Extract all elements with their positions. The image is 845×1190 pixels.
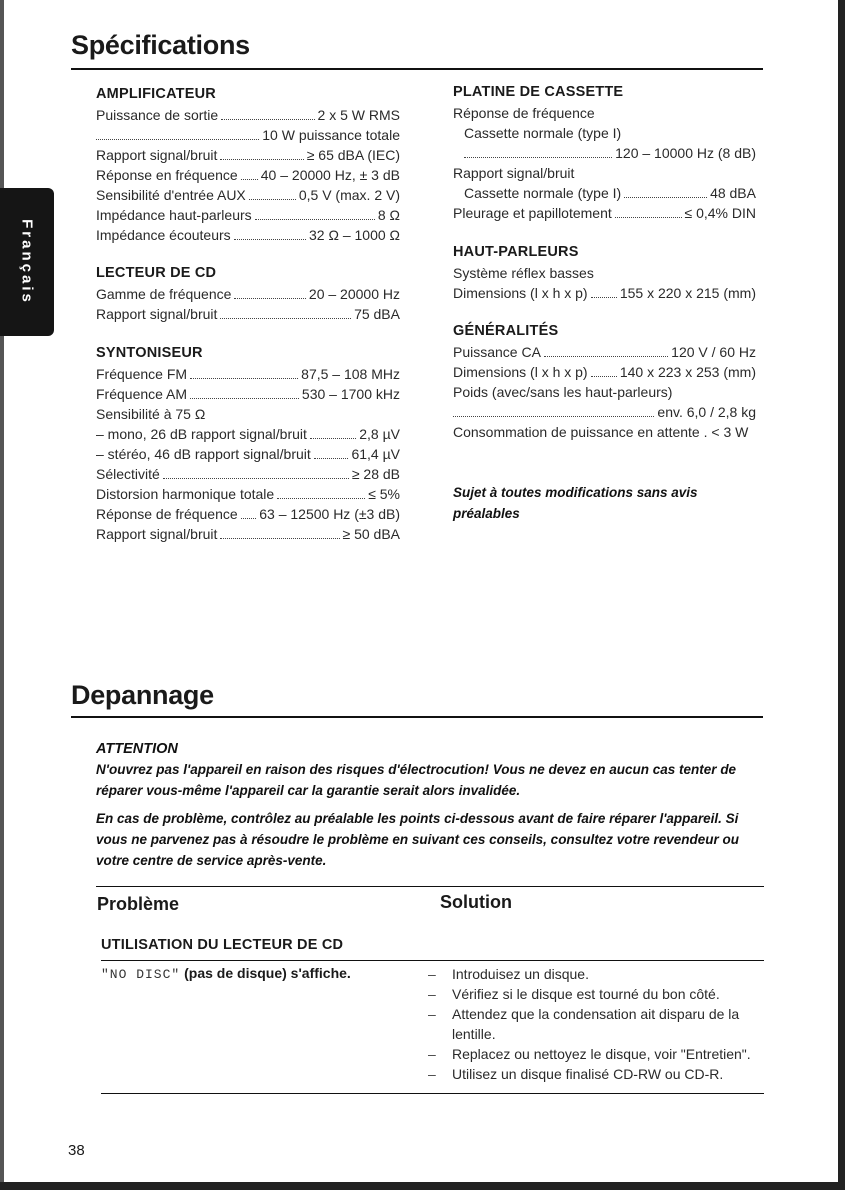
tuner-row-snr: Rapport signal/bruit ≥ 50 dBA bbox=[96, 526, 400, 542]
tuner-row-thd: Distorsion harmonique totale ≤ 5% bbox=[96, 486, 400, 502]
tuner-row-mono: – mono, 26 dB rapport signal/bruit 2,8 µV bbox=[96, 426, 400, 442]
language-tab-label: Français bbox=[18, 219, 36, 305]
general-row-power: Puissance CA 120 V / 60 Hz bbox=[453, 344, 756, 360]
cassette-row-type: Cassette normale (type I) bbox=[464, 125, 622, 141]
tuner-row-sensitivity: Sensibilité à 75 Ω bbox=[96, 406, 206, 422]
cassette-row-range: 120 – 10000 Hz (8 dB) bbox=[464, 143, 756, 163]
cassette-row-snr-label: Rapport signal/bruit bbox=[453, 165, 575, 181]
subsection-rule bbox=[101, 960, 764, 961]
specs-title: Spécifications bbox=[71, 30, 250, 60]
scan-edge-left bbox=[0, 0, 4, 1190]
speakers-row-system: Système réflex basses bbox=[453, 265, 594, 281]
scan-edge-bottom bbox=[0, 1182, 845, 1190]
general-row-weight-label: Poids (avec/sans les haut-parleurs) bbox=[453, 384, 673, 400]
tuner-row-fm: Fréquence FM 87,5 – 108 MHz bbox=[96, 366, 400, 382]
cassette-row-snr: Cassette normale (type I) 48 dBA bbox=[464, 185, 756, 201]
scan-edge-right bbox=[838, 0, 845, 1190]
advice-text: En cas de problème, contrôlez au préalable les points ci-dessous avant de faire réparer l'appareil. Si vous ne parvenez pas à résoudre le problème en suivant ces conseils, consultez votre revendeur ou votre centre de service après-vente. bbox=[96, 811, 739, 868]
solution-item: Attendez que la condensation ait disparu de la lentille. bbox=[452, 1006, 740, 1042]
trouble-title-rule bbox=[71, 716, 763, 718]
solution-bullet: – bbox=[428, 1006, 436, 1022]
solution-bullet: – bbox=[428, 1066, 436, 1082]
tuner-row-response: Réponse de fréquence 63 – 12500 Hz (±3 dB) bbox=[96, 506, 400, 522]
attention-heading: ATTENTION bbox=[96, 741, 178, 757]
trouble-title: Depannage bbox=[71, 680, 214, 710]
table-bottom-rule bbox=[101, 1093, 764, 1094]
attention-text: N'ouvrez pas l'appareil en raison des risques d'électrocution! Vous ne devez en aucun cas tenter de réparer vous-même l'appareil car la garantie serait alors invalidée. bbox=[96, 762, 737, 798]
lcd-display-text: "NO DISC" bbox=[101, 967, 181, 982]
language-tab bbox=[0, 188, 54, 336]
amp-row-aux: Sensibilité d'entrée AUX 0,5 V (max. 2 V) bbox=[96, 187, 400, 203]
specs-notice: Sujet à toutes modifications sans avis préalables bbox=[453, 485, 698, 521]
solution-bullet: – bbox=[428, 966, 436, 982]
speakers-row-dimensions: Dimensions (l x h x p) 155 x 220 x 215 (mm) bbox=[453, 285, 756, 301]
tuner-heading: SYNTONISEUR bbox=[96, 345, 203, 361]
amp-row-snr: Rapport signal/bruit ≥ 65 dBA (IEC) bbox=[96, 147, 400, 163]
problem-no-disc bbox=[101, 965, 351, 982]
page-number: 38 bbox=[68, 1142, 85, 1159]
specs-title-rule bbox=[71, 68, 763, 70]
general-heading: GÉNÉRALITÉS bbox=[453, 323, 559, 339]
solution-bullet: – bbox=[428, 986, 436, 1002]
problem-text: (pas de disque) s'affiche. bbox=[184, 965, 351, 981]
general-row-standby: Consommation de puissance en attente . < 3 W bbox=[453, 424, 749, 440]
general-row-dimensions: Dimensions (l x h x p) 140 x 223 x 253 (mm) bbox=[453, 364, 756, 380]
solution-item: Vérifiez si le disque est tourné du bon côté. bbox=[452, 986, 720, 1002]
cassette-heading: PLATINE DE CASSETTE bbox=[453, 84, 624, 100]
solution-item: Utilisez un disque finalisé CD-RW ou CD-R. bbox=[452, 1066, 724, 1082]
amp-heading: AMPLIFICATEUR bbox=[96, 86, 216, 102]
column-problem-heading: Problème bbox=[97, 894, 180, 914]
amp-row-output: Puissance de sortie 2 x 5 W RMS bbox=[96, 107, 400, 123]
amp-row-headphones: Impédance écouteurs 32 Ω – 1000 Ω bbox=[96, 227, 400, 243]
cassette-row-wow: Pleurage et papillotement ≤ 0,4% DIN bbox=[453, 205, 756, 221]
solution-item: Replacez ou nettoyez le disque, voir "Entretien". bbox=[452, 1046, 751, 1062]
table-top-rule bbox=[96, 886, 764, 887]
cd-heading: LECTEUR DE CD bbox=[96, 265, 217, 281]
solution-bullet: – bbox=[428, 1046, 436, 1062]
amp-row-freq: Réponse en fréquence 40 – 20000 Hz, ± 3 dB bbox=[96, 167, 400, 183]
cassette-row-response: Réponse de fréquence bbox=[453, 105, 595, 121]
speakers-heading: HAUT-PARLEURS bbox=[453, 244, 579, 260]
cd-row-freq: Gamme de fréquence 20 – 20000 Hz bbox=[96, 286, 400, 302]
column-solution-heading: Solution bbox=[440, 892, 512, 912]
cd-usage-subheading: UTILISATION DU LECTEUR DE CD bbox=[101, 937, 344, 953]
general-row-weight: env. 6,0 / 2,8 kg bbox=[453, 402, 756, 422]
cd-row-snr: Rapport signal/bruit 75 dBA bbox=[96, 306, 400, 322]
amp-row-total: 10 W puissance totale bbox=[96, 125, 400, 145]
amp-row-speakers: Impédance haut-parleurs 8 Ω bbox=[96, 207, 400, 223]
tuner-row-stereo: – stéréo, 46 dB rapport signal/bruit 61,4 µV bbox=[96, 446, 400, 462]
tuner-row-am: Fréquence AM 530 – 1700 kHz bbox=[96, 386, 400, 402]
solution-item: Introduisez un disque. bbox=[452, 966, 589, 982]
tuner-row-selectivity: Sélectivité ≥ 28 dB bbox=[96, 466, 400, 482]
